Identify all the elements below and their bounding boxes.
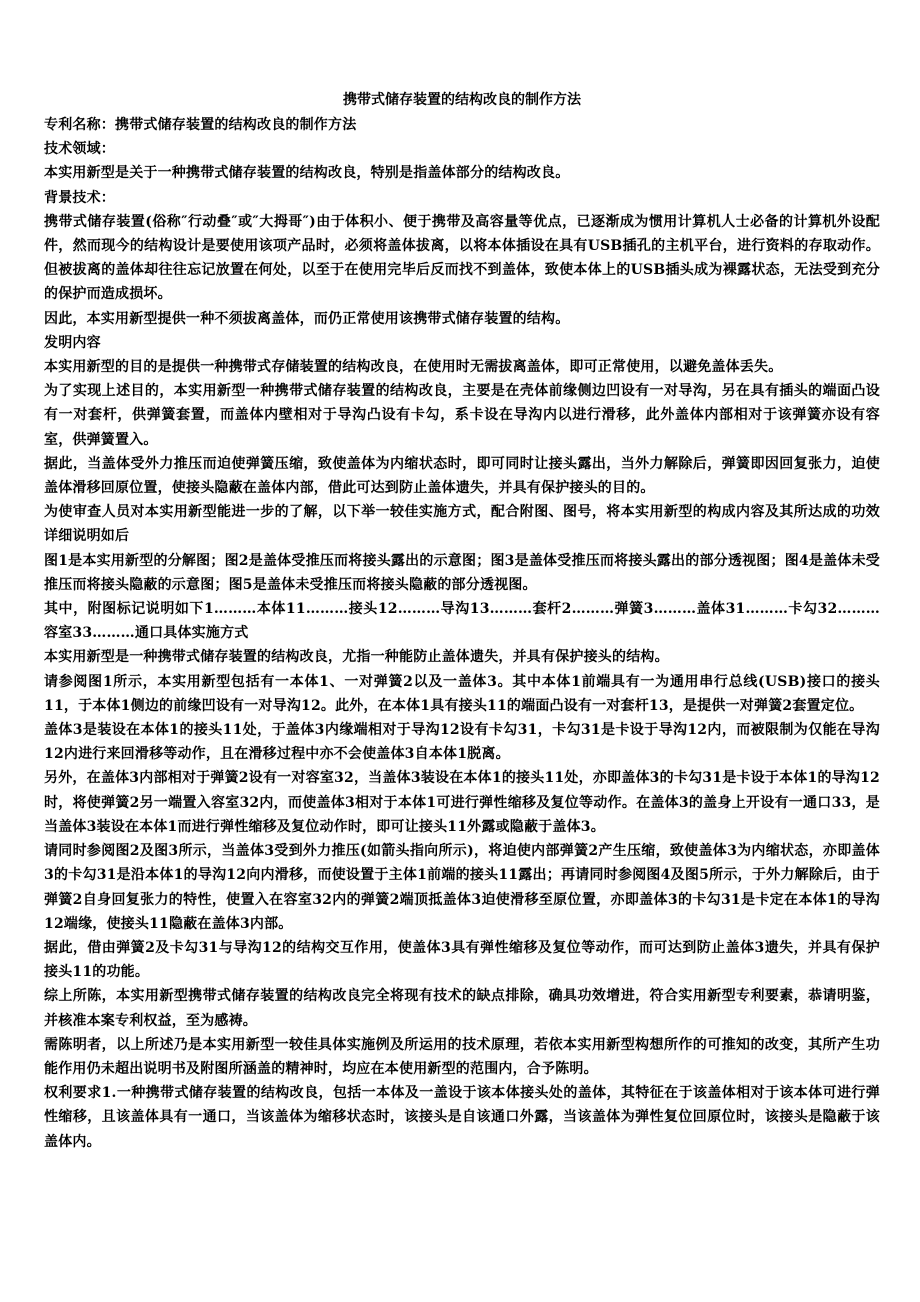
paragraph-chamber-opening: 另外，在盖体3内部相对于弹簧2设有一对容室32，当盖体3装设在本体1的接头11处，亦即盖体3的卡勾31是卡设于本体1的导沟12时，将使弹簧2另一端置入容室32内，而使盖体3相对于本体1可进行弹性缩移及复位等动作。在盖体3的盖身上开设有一通口33，是当盖体3装设在本体1而进行弹性缩移及复位动作时，即可让接头11外露或隐蔽于盖体3。	[44, 770, 880, 835]
paragraph-purpose: 本实用新型的目的是提供一种携带式存储装置的结构改良，在使用时无需拔离盖体，即可正常使用，以避免盖体丢失。	[44, 359, 783, 376]
paragraph-figures-2-5: 请同时参阅图2及图3所示，当盖体3受到外力推压(如箭头指向所示)，将迫使内部弹簧2产生压缩，致使盖体3为内缩状态，亦即盖体3的卡勾31是沿本体1的导沟12向内滑移，而使设置于主体1前端的接头11露出；再请同时参阅图4及图5所示，于外力解除后，由于弹簧2自身回复张力的特性，使置入在容室32内的弹簧2端顶抵盖体3迫使滑移至原位置，亦即盖体3的卡勾31是卡定在本体1的导沟12端缘，使接头11隐蔽在盖体3内部。	[44, 843, 880, 932]
paragraph-figure-list: 图1是本实用新型的分解图；图2是盖体受推压而将接头露出的示意图；图3是盖体受推压而将接头露出的部分透视图；图4是盖体未受推压而将接头隐蔽的示意图；图5是盖体未受推压而将接头隐蔽的部分透视图。	[44, 552, 880, 593]
document-title: 携带式储存装置的结构改良的制作方法	[343, 92, 581, 108]
heading-background: 背景技术：	[44, 189, 115, 206]
heading-technical-field: 技术领域：	[44, 141, 115, 158]
document-page	[44, 87, 880, 1154]
paragraph-patent-name: 专利名称：携带式储存装置的结构改良的制作方法	[44, 117, 357, 133]
paragraph-background: 携带式储存装置(俗称″行动叠″或″大拇哥″)由于体积小、便于携带及高容量等优点，已逐渐成为惯用计算机人士必备的计算机外设配件，然而现今的结构设计是要使用该项产品时，必须将盖体拔离，以将本体插设在具有USB插孔的主机平台，进行资料的存取动作。但被拔离的盖体却往往忘记放置在何处，以至于在使用完毕后反而找不到盖体，致使本体上的USB插头成为裸露状态，无法受到充分的保护而造成损坏。	[44, 213, 880, 303]
paragraph-background-conclusion: 因此，本实用新型提供一种不须拔离盖体，而仍正常使用该携带式储存装置的结构。	[44, 310, 570, 327]
paragraph-structure: 为了实现上述目的，本实用新型一种携带式储存装置的结构改良，主要是在壳体前缘侧边凹设有一对导沟，另在具有插头的端面凸设有一对套杆，供弹簧套置，而盖体内壁相对于导沟凸设有卡勾，系卡设在导沟内以进行滑移，此外盖体内部相对于该弹簧亦设有容室，供弹簧置入。	[44, 383, 880, 448]
paragraph-statement: 需陈明者，以上所述乃是本实用新型一较佳具体实施例及所运用的技术原理，若依本实用新型构想所作的可推知的改变，其所产生功能作用仍未超出说明书及附图所涵盖的精神时，均应在本使用新型的范围内，合予陈明。	[44, 1036, 880, 1077]
paragraph-technical-field: 本实用新型是关于一种携带式储存装置的结构改良，特别是指盖体部分的结构改良。	[44, 165, 570, 182]
paragraph-summary: 综上所陈，本实用新型携带式储存装置的结构改良完全将现有技术的缺点排除，确具功效增进，符合实用新型专利要素，恭请明鉴，并核准本案专利权益，至为感祷。	[44, 988, 880, 1029]
paragraph-effect: 据此，借由弹簧2及卡勾31与导沟12的结构交互作用，使盖体3具有弹性缩移及复位等动作，而可达到防止盖体3遗失，并具有保护接头11的功能。	[44, 939, 880, 981]
paragraph-embodiment-summary: 本实用新型是一种携带式储存装置的结构改良，尤指一种能防止盖体遗失，并具有保护接头的结构。	[44, 649, 669, 666]
paragraph-cover-hook: 盖体3是装设在本体1的接头11处，于盖体3内缘端相对于导沟12设有卡勾31，卡勾31是卡设于导沟12内，而被限制为仅能在导沟12内进行来回滑移等动作，且在滑移过程中亦不会使盖体3自本体1脱离。	[44, 722, 880, 763]
paragraph-claim-1: 权利要求1.一种携带式储存装置的结构改良，包括一本体及一盖设于该本体接头处的盖体，其特征在于该盖体相对于该本体可进行弹性缩移，且该盖体具有一通口，当该盖体为缩移状态时，该接头是自该通口外露，当该盖体为弹性复位回原位时，该接头是隐蔽于该盖体内。	[44, 1085, 880, 1150]
paragraph-reference-signs: 其中，附图标记说明如下1………本体11………接头12………导沟13………套杆2………弹簧3………盖体31………卡勾32………容室33………通口具体实施方式	[44, 601, 880, 642]
heading-invention-content: 发明内容	[44, 334, 101, 351]
paragraph-figure-1: 请参阅图1所示，本实用新型包括有一本体1、一对弹簧2以及一盖体3。其中本体1前端具有一为通用串行总线(USB)接口的接头11，于本体1侧边的前缘凹设有一对导沟12。此外，在本体1具有接头11的端面凸设有一对套杆13，是提供一对弹簧2套置定位。	[44, 673, 880, 714]
paragraph-operation: 据此，当盖体受外力推压而迫使弹簧压缩，致使盖体为内缩状态时，即可同时让接头露出，当外力解除后，弹簧即因回复张力，迫使盖体滑移回原位置，使接头隐蔽在盖体内部，借此可达到防止盖体遗失，并具有保护接头的目的。	[44, 455, 880, 497]
paragraph-intro-embodiment: 为使审查人员对本实用新型能进一步的了解，以下举一较佳实施方式，配合附图、图号，将本实用新型的构成内容及其所达成的功效详细说明如后	[44, 504, 880, 545]
